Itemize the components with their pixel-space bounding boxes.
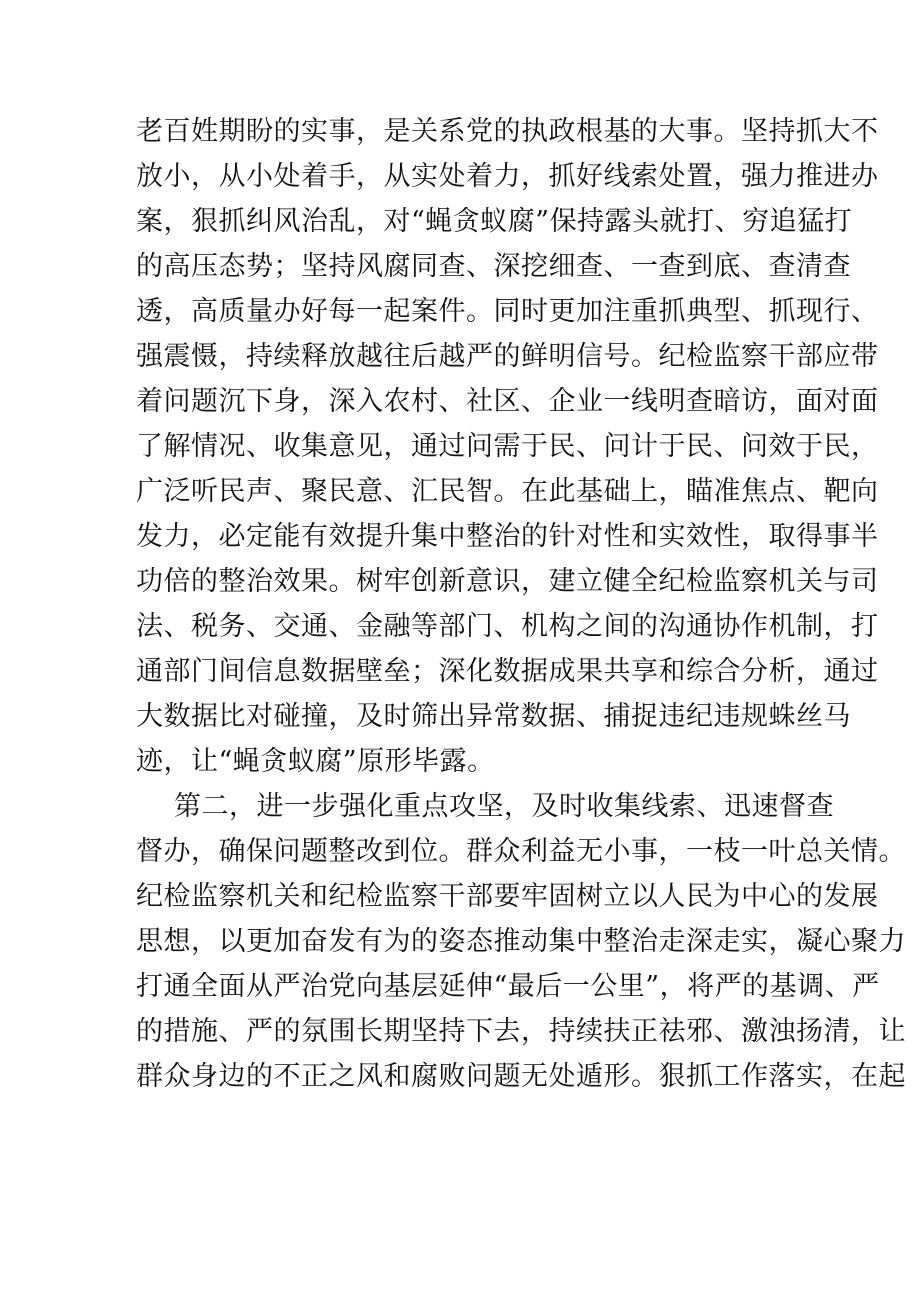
text-line: 的高压态势；坚持风腐同查、深挖细查、一查到底、查清查 [136, 251, 851, 282]
text-line: 广泛听民声、聚民意、汇民智。在此基础上，瞄准焦点、靶向 [136, 476, 879, 507]
text-line: 的措施、严的氛围长期坚持下去，持续扶正祛邪、激浊扬清，让 [136, 1016, 906, 1047]
paragraph-first-line: 第二，进一步强化重点攻坚，及时收集线索、迅速督查 [174, 791, 834, 822]
text-line: 强震慑，持续释放越往后越严的鲜明信号。纪检监察干部应带 [136, 341, 879, 372]
text-line: 案，狠抓纠风治乱，对“蝇贪蚁腐”保持露头就打、穷追猛打 [136, 206, 853, 237]
text-line: 打通全面从严治党向基层延伸“最后一公里”，将严的基调、严 [136, 971, 880, 1002]
text-line: 发力，必定能有效提升集中整治的针对性和实效性，取得事半 [136, 521, 879, 552]
text-line: 督办，确保问题整改到位。群众利益无小事，一枝一叶总关情。 [136, 836, 906, 867]
text-line: 迹，让“蝇贪蚁腐”原形毕露。 [136, 746, 495, 777]
text-line: 老百姓期盼的实事，是关系党的执政根基的大事。坚持抓大不 [136, 116, 879, 147]
text-line: 大数据比对碰撞，及时筛出异常数据、捕捉违纪违规蛛丝马 [136, 701, 851, 732]
text-line: 着问题沉下身，深入农村、社区、企业一线明查暗访，面对面 [136, 386, 879, 417]
text-line: 思想，以更加奋发有为的姿态推动集中整治走深走实，凝心聚力 [136, 926, 906, 957]
text-line: 通部门间信息数据壁垒；深化数据成果共享和综合分析，通过 [136, 656, 879, 687]
text-line: 功倍的整治效果。树牢创新意识，建立健全纪检监察机关与司 [136, 566, 879, 597]
text-line: 法、税务、交通、金融等部门、机构之间的沟通协作机制，打 [136, 611, 879, 642]
text-line: 了解情况、收集意见，通过问需于民、问计于民、问效于民， [136, 431, 879, 462]
text-line: 群众身边的不正之风和腐败问题无处遁形。狠抓工作落实，在起 [136, 1061, 906, 1092]
text-line: 透，高质量办好每一起案件。同时更加注重抓典型、抓现行、 [136, 296, 879, 327]
text-line: 放小，从小处着手，从实处着力，抓好线索处置，强力推进办 [136, 161, 879, 192]
text-line: 纪检监察机关和纪检监察干部要牢固树立以人民为中心的发展 [136, 881, 879, 912]
